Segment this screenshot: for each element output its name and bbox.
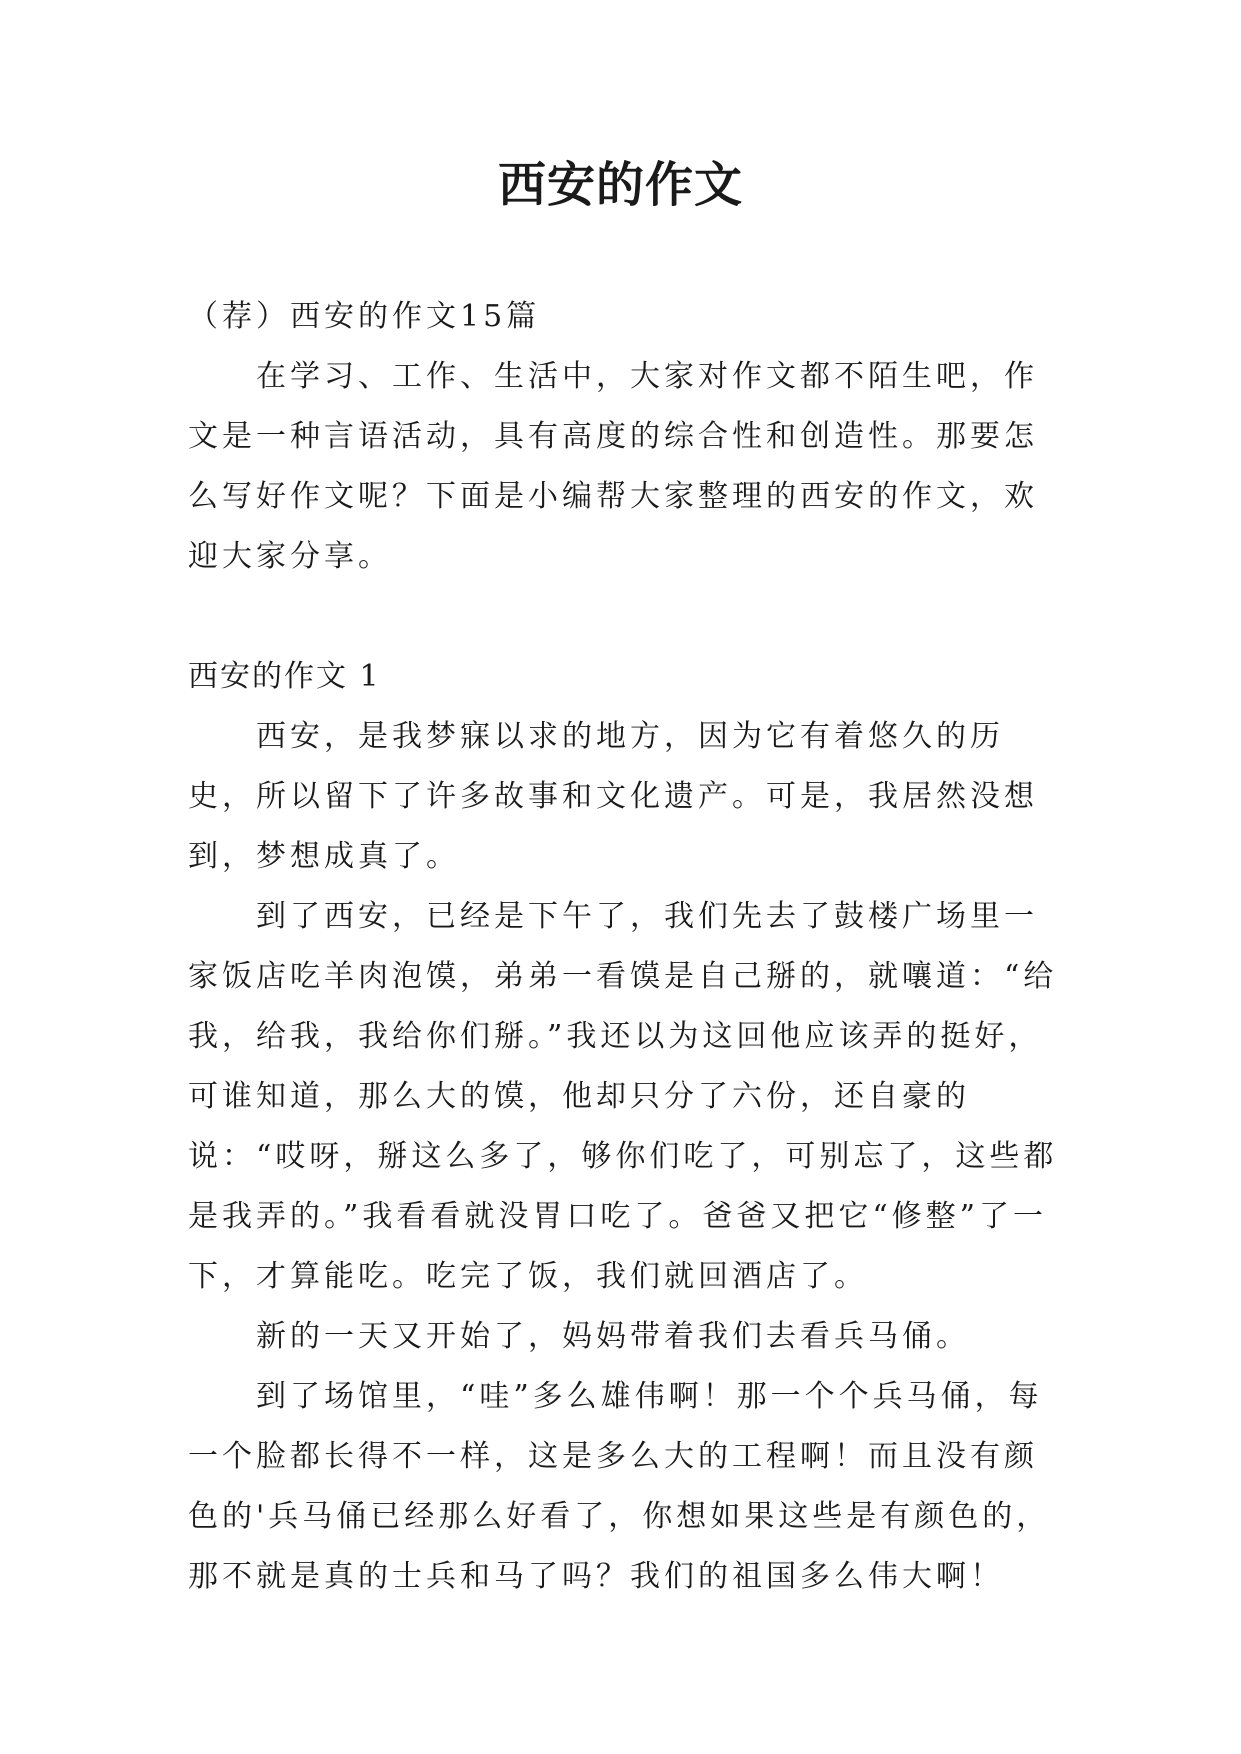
document-title: 西安的作文 — [497, 157, 743, 213]
section-heading: 西安的作文 1 — [188, 659, 381, 694]
essay-paragraph-1: 西安，是我梦寐以求的地方，因为它有着悠久的历史，所以留下了许多故事和文化遗产。可是，我居然没想到，梦想成真了。 — [188, 719, 1038, 874]
essay-paragraph-4: 到了场馆里，“哇”多么雄伟啊！那一个个兵马俑，每一个脸都长得不一样，这是多么大的工程啊！而且没有颜色的'兵马俑已经那么好看了，你想如果这些是有颜色的，那不就是真的士兵和马了吗？我们的祖国多么伟大啊！ — [188, 1379, 1051, 1594]
intro-paragraph: 在学习、工作、生活中，大家对作文都不陌生吧，作文是一种言语活动，具有高度的综合性和创造性。那要怎么写好作文呢？下面是小编帮大家整理的西安的作文，欢迎大家分享。 — [188, 359, 1038, 574]
document-subtitle: （荐）西安的作文15篇 — [188, 299, 541, 334]
section-spacer — [188, 587, 1058, 647]
essay-paragraph-2: 到了西安，已经是下午了，我们先去了鼓楼广场里一家饭店吃羊肉泡馍，弟弟一看馍是自己掰的，就嚷道：“给我，给我，我给你们掰。”我还以为这回他应该弄的挺好，可谁知道，那么大的馍，他却只分了六份，还自豪的说：“哎呀，掰这么多了，够你们吃了，可别忘了，这些都是我弄的。”我看看就没胃口吃了。爸爸又把它“修整”了一下，才算能吃。吃完了饭，我们就回酒店了。 — [188, 899, 1058, 1294]
document-body — [188, 287, 1058, 1607]
essay-paragraph-3: 新的一天又开始了，妈妈带着我们去看兵马俑。 — [256, 1319, 970, 1354]
